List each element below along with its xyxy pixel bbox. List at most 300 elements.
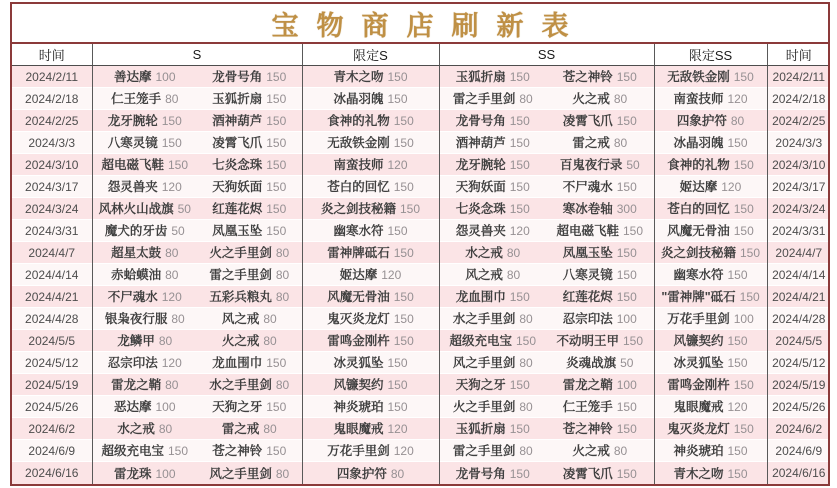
table-row [12,374,828,396]
date-cell: 2024/2/18 [12,88,92,110]
item-cell [654,154,767,176]
table-row [12,330,828,352]
item-price: 120 [721,180,742,195]
item-name: 风魔无骨油 [327,290,390,305]
item-cell [439,418,546,440]
item-cell [654,242,767,264]
item-name: 七炎念珠 [212,158,263,173]
item-cell [302,330,439,352]
item-price: 120 [387,158,408,173]
item-price: 50 [626,158,640,173]
item-price: 150 [733,422,754,437]
item-cell [546,88,654,110]
item-cell [439,374,546,396]
item-price: 80 [519,444,533,459]
item-price: 150 [727,356,748,371]
item-cell [546,264,654,286]
item-name: 雷龙之鞘 [562,378,613,393]
date-cell: 2024/2/25 [767,110,828,132]
item-name: 雷龙珠 [113,466,152,481]
item-price: 150 [266,70,287,84]
date-cell: 2024/2/18 [767,88,828,110]
item-name: 凌霄飞爪 [562,466,613,481]
date-cell: 2024/3/3 [12,132,92,154]
item-cell [92,176,197,198]
item-name: 苍白的回忆 [327,180,390,195]
table-area [12,44,828,484]
header-ss: SS [439,44,654,66]
table-row [12,462,828,484]
item-price: 150 [516,334,537,349]
item-name: 魔犬的牙齿 [104,224,168,239]
item-price: 150 [393,246,414,261]
item-price: 80 [158,422,173,437]
item-price: 150 [727,268,748,283]
item-price: 150 [161,114,182,129]
item-name: 赤蛤蟆油 [111,268,162,283]
item-price: 150 [393,334,414,349]
item-price: 150 [739,290,760,305]
table-row [12,154,828,176]
item-name: 鬼眼魔戒 [333,422,384,437]
item-name: 怨灵兽夹 [107,180,158,195]
item-name: 食神的礼物 [327,114,390,129]
item-price: 100 [155,70,176,84]
item-name: 冰灵狐坠 [673,356,724,371]
item-name: 天狗妖面 [455,180,506,195]
item-name: 火之手里剑 [452,400,516,415]
item-cell [197,286,302,308]
item-cell [546,132,654,154]
item-cell [92,242,197,264]
item-cell [197,154,302,176]
item-price: 150 [161,136,182,151]
item-price: 150 [266,224,287,239]
item-name: 火之手里剑 [209,246,272,261]
item-name: 南蛮技师 [333,158,384,173]
item-price: 150 [740,246,761,261]
item-name: 雷之手里剑 [452,92,516,107]
item-price: 80 [158,334,173,349]
item-price: 150 [616,466,637,481]
item-cell [546,242,654,264]
item-cell [302,264,439,286]
item-cell [546,308,654,330]
date-cell: 2024/3/10 [12,154,92,176]
item-cell [546,220,654,242]
item-name: 凤凰玉坠 [212,224,263,239]
item-price: 150 [387,70,408,84]
item-price: 150 [727,136,748,151]
item-cell [654,220,767,242]
item-cell [546,462,654,484]
page-title: 宝物商店刷新表 [271,10,587,41]
date-cell: 2024/2/25 [12,110,92,132]
item-cell [92,88,197,110]
item-name: 食神的礼物 [667,158,730,173]
item-price: 100 [155,466,176,481]
date-cell: 2024/3/17 [767,176,828,198]
item-name: 不动明王甲 [556,334,619,349]
item-name: 幽寒水符 [333,224,384,239]
item-cell [197,396,302,418]
item-cell [92,396,197,418]
item-name: 风之手里剑 [209,466,272,481]
date-cell: 2024/4/14 [767,264,828,286]
item-name: 忍宗印法 [562,312,613,327]
item-price: 50 [620,356,634,371]
item-price: 80 [165,92,179,107]
item-name: 恶达摩 [113,400,152,415]
item-cell [302,132,439,154]
item-name: 红莲花烬 [212,202,263,217]
item-price: 300 [616,202,637,217]
item-cell [439,110,546,132]
item-price: 120 [509,224,530,239]
refresh-table [12,44,828,484]
item-cell [197,418,302,440]
item-price: 80 [390,466,405,481]
item-name: 水之手里剑 [209,378,272,393]
table-row [12,418,828,440]
item-cell [302,462,439,484]
item-name: 酒神葫芦 [212,114,263,129]
item-name: 寒冰卷轴 [562,202,613,217]
item-price: 150 [733,224,754,239]
item-price: 150 [266,136,287,151]
item-price: 80 [165,268,179,283]
item-cell [439,462,546,484]
item-cell [439,176,546,198]
item-name: 忍宗印法 [107,356,158,371]
item-price: 150 [509,158,530,173]
item-name: 幽寒水符 [673,268,724,283]
item-cell [302,352,439,374]
item-cell [654,462,767,484]
table-row [12,132,828,154]
item-name: 冰晶羽魄 [673,136,724,151]
item-cell [302,440,439,462]
item-price: 150 [509,70,530,84]
item-price: 150 [727,466,748,481]
item-price: 150 [387,400,408,415]
item-cell [302,308,439,330]
item-name: 风林火山战旗 [98,202,174,217]
item-name: 风镰契约 [673,334,724,349]
item-name: 银枭夜行服 [104,312,168,327]
date-cell: 2024/5/12 [767,352,828,374]
item-cell [92,286,197,308]
item-cell [439,66,546,88]
item-price: 150 [616,114,637,129]
date-cell: 2024/4/14 [12,264,92,286]
date-cell: 2024/6/16 [767,462,828,484]
item-name: 苍之神铃 [212,444,263,459]
item-cell [546,154,654,176]
item-price: 50 [171,224,185,239]
item-price: 150 [616,246,637,261]
item-cell [302,418,439,440]
item-cell [439,396,546,418]
item-price: 80 [519,312,533,327]
item-cell [197,132,302,154]
item-price: 150 [616,268,637,283]
item-cell [546,286,654,308]
table-row [12,286,828,308]
item-name: 百鬼夜行录 [559,158,623,173]
item-price: 80 [613,92,628,107]
item-name: 五彩兵粮丸 [209,290,272,305]
item-cell [654,440,767,462]
header-s: S [92,44,302,66]
item-name: 超级充电宝 [101,444,164,459]
item-name: 南蛮技师 [673,92,724,107]
item-name: 超电磁飞鞋 [101,158,164,173]
item-price: 150 [266,356,287,371]
item-price: 150 [509,290,530,305]
table-row [12,88,828,110]
item-cell [197,330,302,352]
item-price: 150 [393,312,414,327]
item-name: 风之手里剑 [452,356,516,371]
item-name: 水之手里剑 [452,312,516,327]
item-cell [302,154,439,176]
item-cell [439,308,546,330]
item-cell [302,110,439,132]
item-cell [302,66,439,88]
item-cell [302,242,439,264]
item-price: 150 [266,158,287,173]
item-name: 炎魂战旗 [566,356,617,371]
item-name: 超电磁飞鞋 [556,224,619,239]
item-name: 火之戒 [221,334,260,349]
item-price: 150 [509,202,530,217]
item-cell [197,264,302,286]
item-price: 150 [393,114,414,129]
item-cell [92,264,197,286]
item-price: 150 [266,92,287,107]
item-cell [197,352,302,374]
item-name: 鬼眼魔戒 [673,400,724,415]
item-name: 雷之手里剑 [209,268,272,283]
item-price: 150 [733,202,754,217]
item-price: 150 [266,202,287,217]
item-name: 仁王笼手 [562,400,613,415]
header-row [12,44,828,66]
item-cell [302,220,439,242]
item-price: 150 [387,356,408,371]
item-cell [197,110,302,132]
item-cell [654,308,767,330]
item-name: 青木之吻 [333,70,384,84]
item-price: 80 [165,246,179,261]
item-price: 120 [381,268,402,283]
item-name: 凌霄飞爪 [212,136,263,151]
item-cell [92,462,197,484]
treasure-shop-refresh-table [10,2,830,486]
item-name: 龙血围巾 [455,290,506,305]
item-name: 无敌铁金刚 [667,70,730,84]
item-name: 四象护符 [676,114,727,129]
item-name: 青木之吻 [673,466,724,481]
item-name: 水之戒 [117,422,155,437]
item-name: 龙牙腕轮 [107,114,158,129]
date-cell: 2024/3/10 [767,154,828,176]
item-price: 120 [393,444,414,459]
item-cell [439,132,546,154]
item-name: 红莲花烬 [562,290,613,305]
item-cell [439,88,546,110]
item-cell [654,198,767,220]
item-cell [654,264,767,286]
item-price: 150 [509,136,530,151]
item-name: 酒神葫芦 [455,136,506,151]
item-name: 仁王笼手 [111,92,162,107]
date-cell: 2024/3/24 [12,198,92,220]
item-name: 雷之手里剑 [452,444,516,459]
item-cell [197,462,302,484]
item-cell [302,396,439,418]
date-cell: 2024/4/7 [12,242,92,264]
item-price: 100 [733,312,754,327]
item-name: 四象护符 [336,466,387,481]
item-name: 龙骨号角 [455,466,506,481]
item-name: 七炎念珠 [455,202,506,217]
item-price: 150 [509,466,530,481]
item-name: 天狗妖面 [212,180,263,195]
item-price: 150 [616,400,637,415]
item-price: 150 [509,378,530,393]
table-row [12,198,828,220]
item-cell [654,66,767,88]
item-cell [439,352,546,374]
item-price: 80 [275,246,290,261]
date-cell: 2024/3/17 [12,176,92,198]
date-cell: 2024/6/16 [12,462,92,484]
item-price: 100 [616,378,637,393]
date-cell: 2024/6/9 [767,440,828,462]
title-bar [12,4,828,44]
item-price: 80 [263,334,277,349]
item-price: 150 [387,378,408,393]
item-price: 80 [165,378,179,393]
item-name: 无敌铁金刚 [327,136,390,151]
item-price: 150 [167,158,189,173]
date-cell: 2024/6/2 [767,418,828,440]
item-price: 150 [733,70,754,84]
item-cell [92,110,197,132]
item-cell [302,176,439,198]
item-name: 不尸魂水 [562,180,613,195]
item-price: 150 [509,422,530,437]
item-cell [92,374,197,396]
item-price: 120 [161,180,182,195]
item-price: 80 [275,466,290,481]
item-cell [439,220,546,242]
item-cell [546,330,654,352]
date-cell: 2024/4/7 [767,242,828,264]
date-cell: 2024/3/3 [767,132,828,154]
header-limited-s: 限定S [302,44,439,66]
item-name: 龙血围巾 [212,356,263,371]
item-name: 玉狐折扇 [212,92,263,107]
item-name: 雷神牌砥石 [327,246,390,261]
item-name: 风之戒 [221,312,260,327]
item-cell [197,88,302,110]
table-row [12,264,828,286]
item-name: 姬达摩 [679,180,718,195]
table-row [12,440,828,462]
item-name: 天狗之牙 [212,400,263,415]
item-price: 150 [393,136,414,151]
item-price: 150 [400,202,421,217]
item-name: 龙骨号角 [455,114,506,129]
date-cell: 2024/3/24 [767,198,828,220]
table-row [12,308,828,330]
item-cell [92,418,197,440]
date-cell: 2024/4/28 [12,308,92,330]
item-price: 80 [613,136,628,151]
item-cell [197,176,302,198]
item-price: 150 [616,422,637,437]
item-price: 80 [519,356,533,371]
date-cell: 2024/5/5 [767,330,828,352]
item-name: 雷龙之鞘 [111,378,162,393]
item-name: 怨灵兽夹 [455,224,506,239]
date-cell: 2024/5/26 [12,396,92,418]
item-price: 120 [387,422,408,437]
item-name: 雷鸣金刚杵 [667,378,730,393]
item-cell [197,198,302,220]
item-cell [654,110,767,132]
date-cell: 2024/4/21 [12,286,92,308]
item-price: 150 [266,400,287,415]
item-price: 120 [161,356,182,371]
item-cell [197,242,302,264]
item-name: 苍之神铃 [562,422,613,437]
item-cell [654,286,767,308]
item-price: 150 [727,334,748,349]
item-cell [654,330,767,352]
item-cell [546,396,654,418]
item-name: 玉狐折扇 [455,70,506,84]
item-price: 150 [393,180,414,195]
item-cell [92,308,197,330]
item-cell [197,220,302,242]
item-price: 50 [177,202,191,217]
item-name: 神炎琥珀 [673,444,724,459]
item-price: 80 [519,400,533,415]
item-cell [197,66,302,88]
date-cell: 2024/4/28 [767,308,828,330]
item-price: 150 [733,378,754,393]
item-name: 龙牙腕轮 [455,158,506,173]
item-name: 冰晶羽魄 [333,92,384,107]
table-row [12,352,828,374]
item-cell [197,374,302,396]
item-cell [546,176,654,198]
item-price: 100 [155,400,176,415]
item-name: 姬达摩 [339,268,378,283]
date-cell: 2024/5/19 [12,374,92,396]
item-name: 火之戒 [572,444,610,459]
item-name: 炎之剑技秘籍 [320,202,396,217]
item-price: 150 [733,158,754,173]
item-cell [654,352,767,374]
item-name: 苍白的回忆 [667,202,730,217]
table-row [12,66,828,88]
item-name: 凤凰玉坠 [562,246,613,261]
